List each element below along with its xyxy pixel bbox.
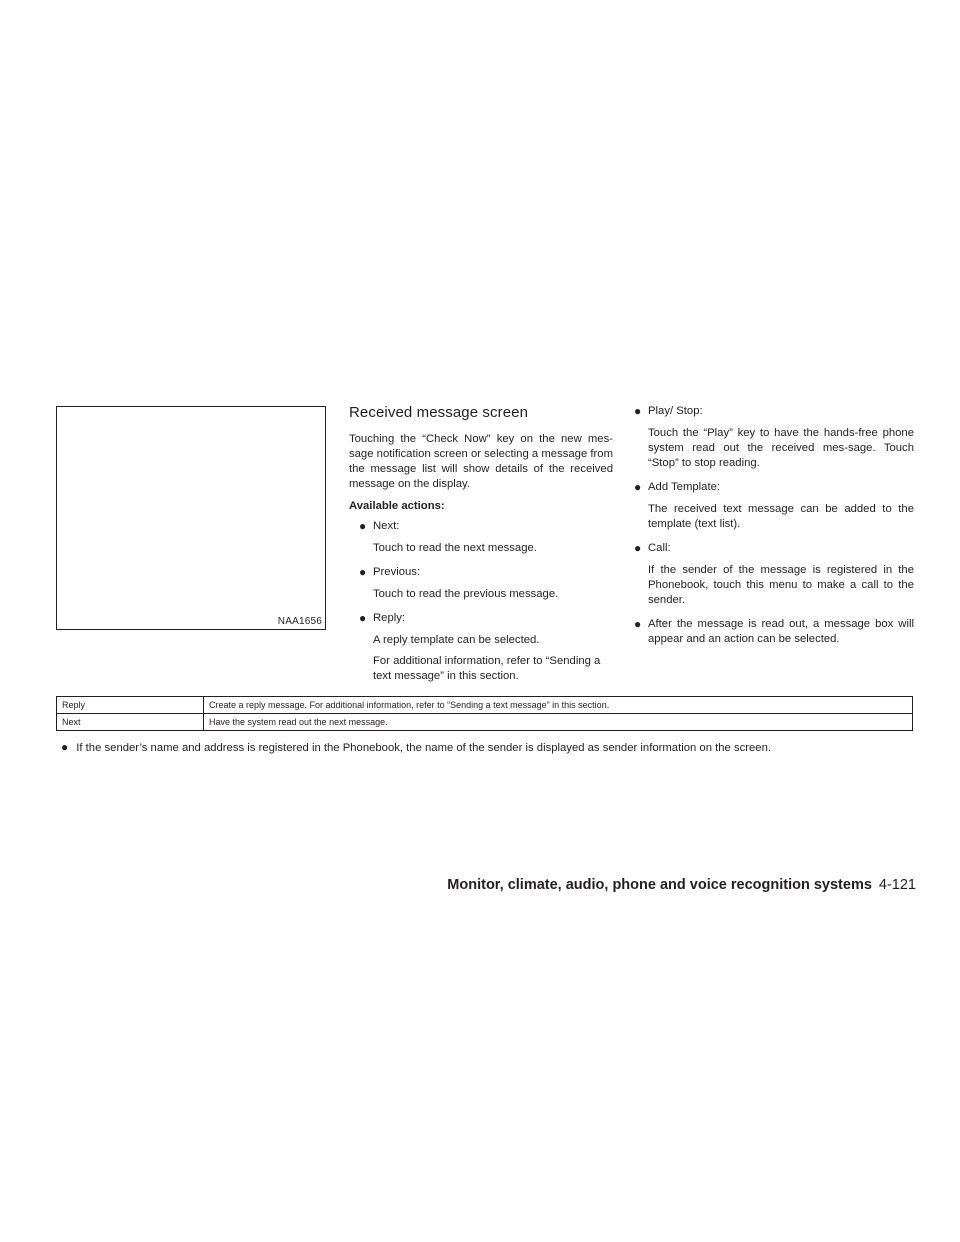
action-desc: The received text message can be added to the template (text list). (648, 503, 914, 530)
bullet-icon: ● (359, 519, 367, 533)
actions-heading: Available actions: (349, 500, 445, 512)
bullet-icon: ● (359, 611, 367, 625)
middle-column (349, 404, 613, 693)
chapter-title: Monitor, climate, audio, phone and voice recognition systems (447, 877, 872, 893)
action-label: Reply: (373, 612, 406, 624)
figure-id-label: NAA1656 (277, 616, 322, 627)
action-desc: Touch to read the next message. (373, 542, 537, 554)
sender-note (61, 740, 921, 756)
figure-placeholder (56, 406, 326, 630)
action-desc: Touch to read the previous message. (373, 588, 559, 600)
summary-table (56, 696, 913, 731)
bullet-icon: ● (634, 480, 642, 494)
action-after-read (634, 617, 914, 647)
action-desc: If the sender of the message is registered in the Phonebook, touch this menu to make a call to the sender. (648, 564, 914, 606)
page-number: 4-121 (878, 877, 916, 893)
table-row (57, 697, 913, 714)
bullet-icon: ● (61, 740, 69, 754)
action-play-stop (634, 404, 914, 471)
action-label: Play/ Stop: (648, 405, 703, 417)
action-reply (349, 611, 613, 684)
table-cell-value: Create a reply message. For additional information, refer to “Sending a text message” in this section. (204, 697, 913, 714)
bullet-icon: ● (634, 541, 642, 555)
bullet-icon: ● (359, 565, 367, 579)
action-label: Call: (648, 542, 671, 554)
action-desc: After the message is read out, a message box will appear and an action can be selected. (648, 618, 914, 645)
action-desc: Touch the “Play” key to have the hands-free phone system read out the received mes-sage. Touch “Stop” to stop reading. (648, 427, 914, 469)
action-call (634, 541, 914, 608)
action-add-template (634, 480, 914, 532)
intro-paragraph: Touching the “Check Now” key on the new mes-sage notification screen or selecting a message from the message list will show details of the received message on the display. (349, 433, 613, 490)
action-previous (349, 565, 613, 602)
table-cell-key: Reply (57, 697, 204, 714)
bullet-icon: ● (634, 404, 642, 418)
action-label: Previous: (373, 566, 421, 578)
action-label: Next: (373, 520, 400, 532)
action-desc-extra: For additional information, refer to “Sending a text message” in this section. (373, 655, 601, 682)
action-label: Add Template: (648, 481, 721, 493)
section-title: Received message screen (349, 404, 529, 421)
page-footer (426, 877, 916, 893)
table-row (57, 714, 913, 731)
table-cell-value: Have the system read out the next message. (204, 714, 913, 731)
action-next (349, 519, 613, 556)
table-cell-key: Next (57, 714, 204, 731)
note-text: If the sender’s name and address is registered in the Phonebook, the name of the sender is displayed as sender information on the screen. (76, 742, 772, 754)
bullet-icon: ● (634, 617, 642, 631)
right-column (634, 404, 914, 656)
action-desc: A reply template can be selected. (373, 634, 540, 646)
